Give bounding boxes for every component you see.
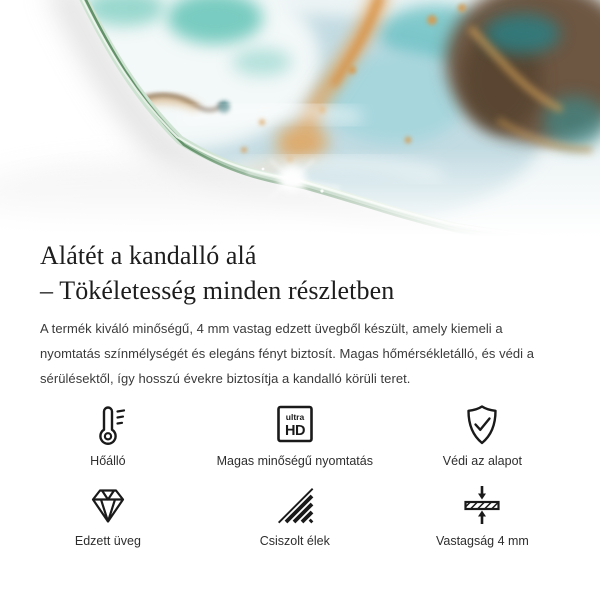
feature-label: Vastagság 4 mm: [435, 534, 529, 548]
feature-tempered-glass: [40, 483, 176, 549]
diamond-icon: [85, 483, 131, 527]
feature-label: Edzett üveg: [74, 534, 141, 548]
shield-check-icon: [459, 403, 505, 447]
feature-label: Csiszolt élek: [259, 534, 330, 548]
page-title: [40, 238, 560, 308]
product-photo: [0, 0, 600, 236]
feature-thickness: [405, 483, 560, 549]
title-line-1: Alátét a kandalló alá: [40, 241, 257, 270]
ultra-hd-icon: [272, 403, 318, 447]
glass-pad-photo-illustration: [0, 0, 600, 236]
product-description-text: A termék kiváló minőségű, 4 mm vastag edzett üvegből készült, amely kiemeli a nyomtatás színmélységét és elegáns fényt biztosít. Magas hőmérsékletálló, és védi a sérülésektől, így hosszú évekre biztosítja a kandalló körüli teret.: [40, 321, 535, 386]
title-line-2: – Tökéletesség minden részletben: [40, 276, 395, 305]
hd-text: HD: [284, 423, 305, 439]
feature-label: Magas minőségű nyomtatás: [216, 454, 373, 468]
ultra-text: ultra: [285, 412, 305, 422]
feature-high-quality-print: [198, 403, 392, 469]
feature-grid: [40, 403, 560, 549]
feature-heat-resistant: [40, 403, 176, 469]
feature-label: Hőálló: [90, 454, 126, 468]
polished-edges-icon: [272, 483, 318, 527]
thickness-4mm-icon: [459, 483, 505, 527]
thermometer-icon: [85, 403, 131, 447]
feature-label: Védi az alapot: [442, 454, 523, 468]
feature-polished-edges: [198, 483, 392, 549]
feature-protects-base: [405, 403, 560, 469]
